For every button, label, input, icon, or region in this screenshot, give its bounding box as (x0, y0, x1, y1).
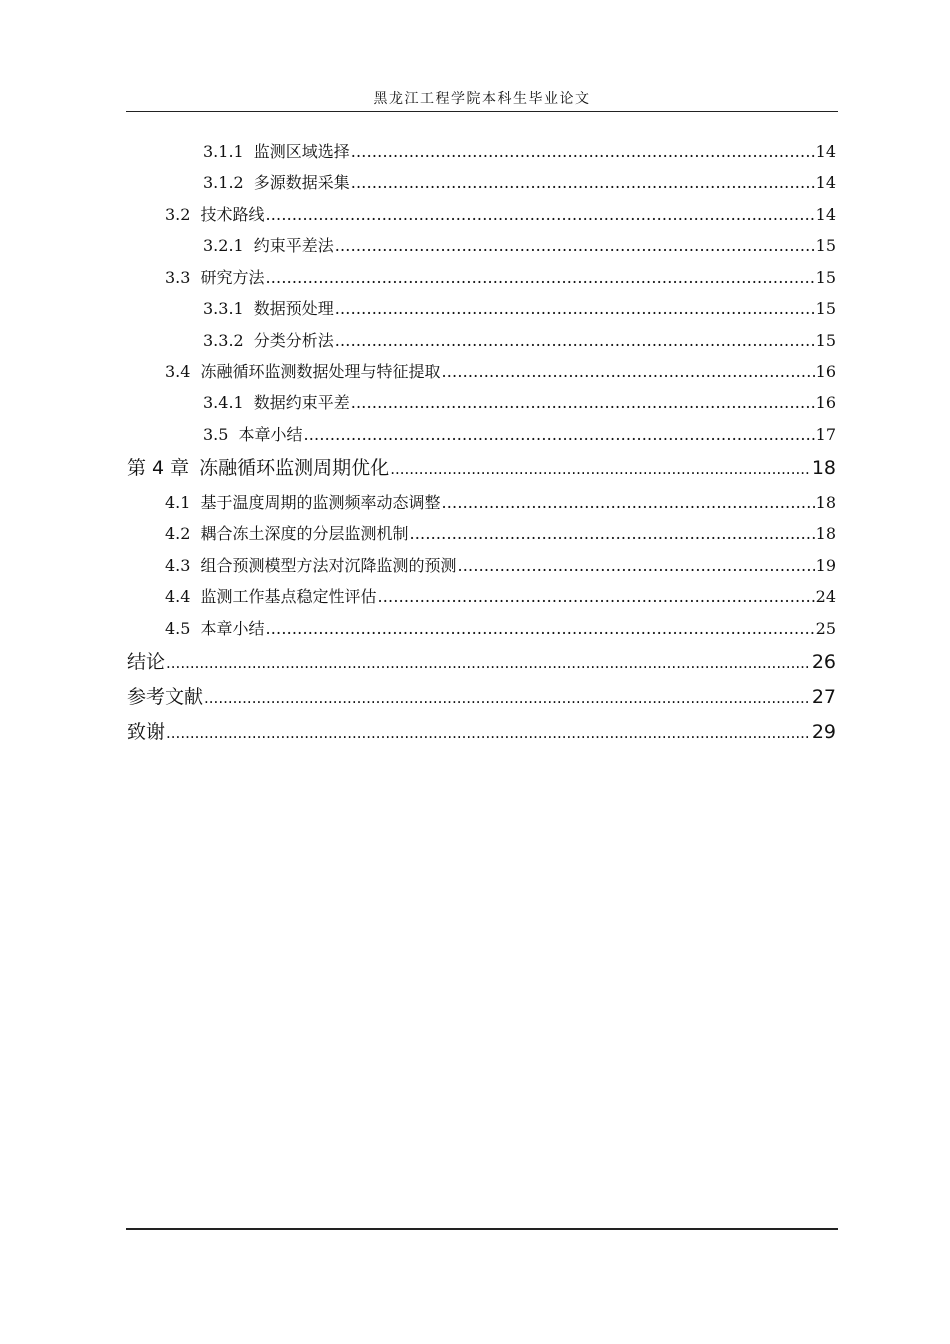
footer-rule (126, 1228, 838, 1230)
toc-chapter-entry[interactable] (127, 717, 836, 744)
toc-entry-number: 4.4 (165, 587, 191, 606)
toc-entry-page: 24 (815, 587, 836, 606)
toc-entry-page: 29 (811, 721, 836, 743)
toc-entry-title: 约束平差法 (253, 236, 334, 255)
toc-entry-page: 16 (815, 362, 836, 381)
toc-entry-title: 参考文献 (127, 686, 204, 708)
toc-entry-page: 18 (811, 457, 836, 479)
toc-entry-page: 14 (815, 205, 836, 224)
toc-entry-page: 14 (815, 142, 836, 161)
toc-entry[interactable] (203, 390, 836, 413)
toc-entry[interactable] (203, 296, 836, 319)
toc-entry[interactable] (165, 490, 836, 513)
toc-entry-number: 3.5 (203, 425, 229, 444)
toc-entry-number: 3.1.2 (203, 173, 244, 192)
toc-entry-page: 27 (811, 686, 836, 708)
toc-dot-leader (335, 236, 815, 255)
toc-entry-page: 18 (815, 524, 836, 543)
toc-entry-title: 致谢 (127, 721, 166, 743)
toc-dot-leader (204, 689, 811, 707)
toc-entry[interactable] (203, 139, 836, 162)
page-header-title: 黑龙江工程学院本科生毕业论文 (373, 91, 591, 107)
toc-entry-title: 研究方法 (200, 268, 265, 287)
toc-dot-leader (265, 619, 814, 638)
toc-entry-page: 18 (815, 493, 836, 512)
toc-entry[interactable] (165, 584, 836, 607)
toc-entry-title: 监测区域选择 (253, 142, 350, 161)
toc-dot-leader (390, 460, 811, 478)
toc-dot-leader (166, 654, 811, 672)
toc-entry-title: 冻融循环监测周期优化 (199, 457, 390, 479)
toc-entry-number: 4.1 (165, 493, 191, 512)
toc-entry-title: 本章小结 (238, 425, 303, 444)
toc-entry-page: 17 (815, 425, 836, 444)
toc-entry-title: 基于温度周期的监测频率动态调整 (200, 493, 441, 512)
toc-entry-page: 16 (815, 393, 836, 412)
toc-entry[interactable] (165, 359, 836, 382)
toc-entry-title: 多源数据采集 (253, 173, 350, 192)
toc-entry[interactable] (203, 170, 836, 193)
toc-entry[interactable] (203, 422, 836, 445)
toc-chapter-entry[interactable] (127, 682, 836, 709)
toc-entry-title: 组合预测模型方法对沉降监测的预测 (200, 556, 457, 575)
toc-dot-leader (265, 205, 814, 224)
toc-entry-number: 3.3 (165, 268, 191, 287)
toc-dot-leader (351, 393, 815, 412)
toc-dot-leader (441, 493, 814, 512)
toc-dot-leader (351, 142, 815, 161)
toc-entry-page: 15 (815, 299, 836, 318)
toc-entry-number: 3.4.1 (203, 393, 244, 412)
toc-entry[interactable] (165, 553, 836, 576)
toc-entry[interactable] (165, 616, 836, 639)
toc-entry-number: 4.3 (165, 556, 191, 575)
toc-dot-leader (457, 556, 814, 575)
toc-dot-leader (377, 587, 814, 606)
toc-dot-leader (409, 524, 814, 543)
toc-entry-page: 19 (815, 556, 836, 575)
toc-entry-number: 第 4 章 (127, 457, 190, 479)
toc-chapter-entry[interactable] (127, 453, 836, 480)
toc-dot-leader (351, 173, 815, 192)
toc-entry-number: 3.3.2 (203, 331, 244, 350)
toc-entry-title: 冻融循环监测数据处理与特征提取 (200, 362, 441, 381)
toc-dot-leader (441, 362, 814, 381)
toc-entry[interactable] (165, 265, 836, 288)
toc-entry-page: 15 (815, 268, 836, 287)
toc-entry-title: 监测工作基点稳定性评估 (200, 587, 377, 606)
toc-entry[interactable] (203, 328, 836, 351)
toc-entry[interactable] (203, 233, 836, 256)
toc-entry-number: 3.1.1 (203, 142, 244, 161)
toc-entry-number: 3.4 (165, 362, 191, 381)
toc-entry-page: 25 (815, 619, 836, 638)
toc-dot-leader (166, 724, 811, 742)
toc-entry-title: 结论 (127, 651, 166, 673)
toc-entry-number: 4.5 (165, 619, 191, 638)
toc-entry-title: 数据约束平差 (253, 393, 350, 412)
toc-dot-leader (335, 299, 815, 318)
toc-entry-page: 15 (815, 236, 836, 255)
toc-entry[interactable] (165, 202, 836, 225)
toc-chapter-entry[interactable] (127, 647, 836, 674)
toc-entry-title: 本章小结 (200, 619, 265, 638)
toc-entry-page: 14 (815, 173, 836, 192)
toc-entry-number: 3.2.1 (203, 236, 244, 255)
header-rule (126, 111, 838, 112)
toc-entry-number: 3.3.1 (203, 299, 244, 318)
toc-entry-title: 数据预处理 (253, 299, 334, 318)
toc-dot-leader (335, 331, 815, 350)
toc-entry-page: 15 (815, 331, 836, 350)
toc-entry-number: 3.2 (165, 205, 191, 224)
toc-dot-leader (303, 425, 814, 444)
toc-entry-number: 4.2 (165, 524, 191, 543)
toc-entry-title: 分类分析法 (253, 331, 334, 350)
toc-entry-title: 耦合冻土深度的分层监测机制 (200, 524, 409, 543)
toc-entry-page: 26 (811, 651, 836, 673)
toc-entry[interactable] (165, 521, 836, 544)
toc-dot-leader (265, 268, 814, 287)
toc-entry-title: 技术路线 (200, 205, 265, 224)
